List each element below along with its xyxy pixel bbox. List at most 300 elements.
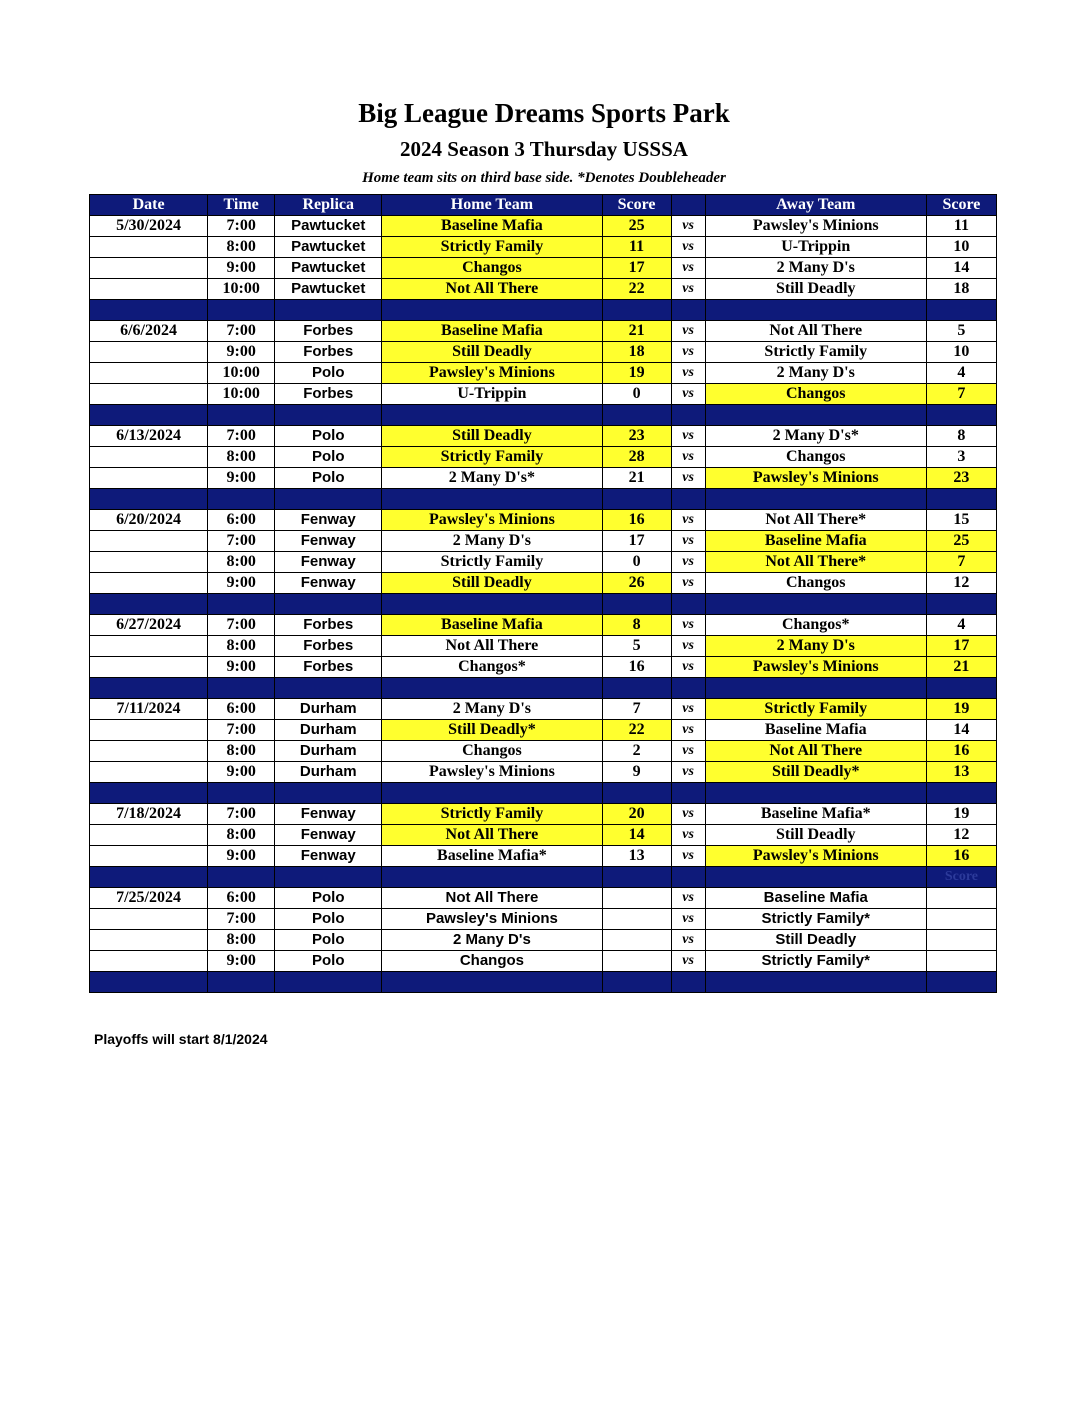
- home-score: 16: [602, 510, 671, 531]
- separator-cell: [90, 783, 208, 804]
- away-score: 12: [926, 825, 996, 846]
- away-score: 14: [926, 720, 996, 741]
- game-field: Durham: [275, 699, 382, 720]
- separator-cell: [208, 489, 275, 510]
- game-time: 6:00: [208, 888, 275, 909]
- game-row: [90, 258, 997, 279]
- away-team: Pawsley's Minions: [705, 657, 926, 678]
- home-team: Baseline Mafia: [382, 615, 602, 636]
- home-score: [602, 888, 671, 909]
- separator-cell: [382, 489, 602, 510]
- game-row: [90, 741, 997, 762]
- game-date: [90, 951, 208, 972]
- separator-cell: [671, 405, 705, 426]
- game-row: [90, 384, 997, 405]
- home-score: 8: [602, 615, 671, 636]
- game-field: Polo: [275, 909, 382, 930]
- home-score: 2: [602, 741, 671, 762]
- game-row: [90, 237, 997, 258]
- game-date: 5/30/2024: [90, 216, 208, 237]
- vs-label: vs: [671, 615, 705, 636]
- away-team: Strictly Family: [705, 699, 926, 720]
- separator-cell: [382, 594, 602, 615]
- game-field: Fenway: [275, 846, 382, 867]
- separator-cell: [208, 783, 275, 804]
- game-time: 7:00: [208, 804, 275, 825]
- separator-cell: [275, 783, 382, 804]
- away-score: 18: [926, 279, 996, 300]
- home-team: 2 Many D's: [382, 699, 602, 720]
- away-team: Changos: [705, 573, 926, 594]
- home-score: 17: [602, 258, 671, 279]
- vs-label: vs: [671, 237, 705, 258]
- vs-label: vs: [671, 699, 705, 720]
- column-header-away-score: Score: [926, 195, 996, 216]
- game-date: [90, 237, 208, 258]
- separator-cell: [90, 405, 208, 426]
- away-team: Baseline Mafia: [705, 720, 926, 741]
- vs-label: vs: [671, 846, 705, 867]
- away-team: Changos*: [705, 615, 926, 636]
- game-date: 6/6/2024: [90, 321, 208, 342]
- game-row: [90, 363, 997, 384]
- away-score: 10: [926, 342, 996, 363]
- separator-cell: [275, 867, 382, 888]
- separator-cell: [602, 783, 671, 804]
- game-row: [90, 699, 997, 720]
- game-row: [90, 951, 997, 972]
- separator-row: [90, 594, 997, 615]
- away-team: 2 Many D's*: [705, 426, 926, 447]
- home-team: Baseline Mafia: [382, 216, 602, 237]
- game-time: 9:00: [208, 342, 275, 363]
- home-score: 21: [602, 468, 671, 489]
- game-date: [90, 258, 208, 279]
- home-score: 22: [602, 279, 671, 300]
- separator-cell: [705, 489, 926, 510]
- home-score: 11: [602, 237, 671, 258]
- away-score: 8: [926, 426, 996, 447]
- home-team: 2 Many D's*: [382, 468, 602, 489]
- vs-label: vs: [671, 720, 705, 741]
- separator-cell: [90, 972, 208, 993]
- home-team: Not All There: [382, 825, 602, 846]
- game-field: Forbes: [275, 615, 382, 636]
- vs-label: vs: [671, 426, 705, 447]
- game-time: 9:00: [208, 573, 275, 594]
- away-team: Not All There*: [705, 510, 926, 531]
- vs-label: vs: [671, 804, 705, 825]
- home-team: Not All There: [382, 636, 602, 657]
- game-row: [90, 657, 997, 678]
- vs-label: vs: [671, 363, 705, 384]
- vs-label: vs: [671, 825, 705, 846]
- vs-label: vs: [671, 342, 705, 363]
- away-team: Changos: [705, 447, 926, 468]
- separator-cell: [705, 867, 926, 888]
- game-row: [90, 804, 997, 825]
- vs-label: vs: [671, 447, 705, 468]
- away-score: 19: [926, 699, 996, 720]
- game-time: 9:00: [208, 846, 275, 867]
- game-time: 9:00: [208, 762, 275, 783]
- vs-label: vs: [671, 951, 705, 972]
- game-field: Pawtucket: [275, 237, 382, 258]
- separator-cell: [671, 678, 705, 699]
- column-header-away-team: Away Team: [705, 195, 926, 216]
- away-team: Baseline Mafia*: [705, 804, 926, 825]
- vs-label: vs: [671, 384, 705, 405]
- separator-cell: [602, 300, 671, 321]
- away-score: [926, 951, 996, 972]
- home-team: Still Deadly: [382, 573, 602, 594]
- home-team: Strictly Family: [382, 237, 602, 258]
- game-field: Pawtucket: [275, 279, 382, 300]
- game-time: 6:00: [208, 510, 275, 531]
- separator-cell: [90, 594, 208, 615]
- game-row: [90, 216, 997, 237]
- separator-cell: [382, 867, 602, 888]
- game-time: 10:00: [208, 279, 275, 300]
- separator-cell: [382, 300, 602, 321]
- home-score: [602, 909, 671, 930]
- game-field: Pawtucket: [275, 216, 382, 237]
- away-score: 17: [926, 636, 996, 657]
- vs-label: vs: [671, 888, 705, 909]
- away-team: 2 Many D's: [705, 363, 926, 384]
- separator-row: [90, 783, 997, 804]
- separator-cell: [926, 972, 996, 993]
- column-header-time: Time: [208, 195, 275, 216]
- away-team: Baseline Mafia: [705, 531, 926, 552]
- away-team: Strictly Family*: [705, 951, 926, 972]
- vs-label: vs: [671, 636, 705, 657]
- home-team: Strictly Family: [382, 552, 602, 573]
- separator-cell: [275, 300, 382, 321]
- home-team: Pawsley's Minions: [382, 510, 602, 531]
- separator-cell: [705, 783, 926, 804]
- away-score: 4: [926, 363, 996, 384]
- game-field: Durham: [275, 720, 382, 741]
- separator-cell: [602, 594, 671, 615]
- separator-cell: [208, 594, 275, 615]
- separator-cell: [671, 972, 705, 993]
- vs-label: vs: [671, 552, 705, 573]
- game-row: [90, 447, 997, 468]
- separator-cell: [926, 594, 996, 615]
- game-row: [90, 930, 997, 951]
- home-score: 25: [602, 216, 671, 237]
- separator-row: [90, 405, 997, 426]
- away-score: 11: [926, 216, 996, 237]
- away-team: Still Deadly: [705, 279, 926, 300]
- away-team: Strictly Family*: [705, 909, 926, 930]
- home-team: Changos*: [382, 657, 602, 678]
- separator-cell: [275, 594, 382, 615]
- separator-cell: [602, 678, 671, 699]
- column-header-date: Date: [90, 195, 208, 216]
- away-team: Still Deadly: [705, 825, 926, 846]
- game-row: [90, 531, 997, 552]
- game-time: 8:00: [208, 741, 275, 762]
- game-date: 6/20/2024: [90, 510, 208, 531]
- vs-label: vs: [671, 468, 705, 489]
- game-row: [90, 321, 997, 342]
- schedule-note: Home team sits on third base side. *Denotes Doubleheader: [362, 170, 726, 186]
- home-team: Still Deadly*: [382, 720, 602, 741]
- home-team: Pawsley's Minions: [382, 762, 602, 783]
- home-score: 20: [602, 804, 671, 825]
- game-field: Pawtucket: [275, 258, 382, 279]
- separator-cell: [671, 867, 705, 888]
- game-date: 7/18/2024: [90, 804, 208, 825]
- game-date: [90, 909, 208, 930]
- vs-label: vs: [671, 573, 705, 594]
- separator-cell: [208, 300, 275, 321]
- game-time: 8:00: [208, 825, 275, 846]
- game-date: [90, 762, 208, 783]
- separator-cell: [382, 405, 602, 426]
- away-score: [926, 930, 996, 951]
- game-row: [90, 762, 997, 783]
- game-time: 7:00: [208, 321, 275, 342]
- separator-cell: [382, 783, 602, 804]
- separator-cell: [90, 867, 208, 888]
- game-time: 7:00: [208, 909, 275, 930]
- game-field: Durham: [275, 762, 382, 783]
- home-score: 14: [602, 825, 671, 846]
- separator-cell: [705, 678, 926, 699]
- separator-cell: [926, 678, 996, 699]
- home-team: Still Deadly: [382, 426, 602, 447]
- game-date: [90, 531, 208, 552]
- game-date: 6/27/2024: [90, 615, 208, 636]
- separator-cell: [90, 489, 208, 510]
- away-score: 12: [926, 573, 996, 594]
- separator-cell: [275, 489, 382, 510]
- separator-cell: [671, 594, 705, 615]
- game-time: 9:00: [208, 258, 275, 279]
- separator-cell: [705, 594, 926, 615]
- game-date: [90, 384, 208, 405]
- vs-label: vs: [671, 657, 705, 678]
- away-score: 7: [926, 384, 996, 405]
- game-field: Fenway: [275, 510, 382, 531]
- away-score: 23: [926, 468, 996, 489]
- away-team: Strictly Family: [705, 342, 926, 363]
- away-team: Still Deadly*: [705, 762, 926, 783]
- game-row: [90, 552, 997, 573]
- home-score: 26: [602, 573, 671, 594]
- game-date: [90, 363, 208, 384]
- separator-row: [90, 867, 997, 888]
- game-row: [90, 825, 997, 846]
- home-score: 13: [602, 846, 671, 867]
- away-score: 25: [926, 531, 996, 552]
- game-time: 10:00: [208, 384, 275, 405]
- away-team: Pawsley's Minions: [705, 468, 926, 489]
- away-score: 3: [926, 447, 996, 468]
- home-score: [602, 930, 671, 951]
- away-score: 15: [926, 510, 996, 531]
- home-team: Baseline Mafia*: [382, 846, 602, 867]
- vs-label: vs: [671, 216, 705, 237]
- game-field: Forbes: [275, 384, 382, 405]
- column-header-vs: [671, 195, 705, 216]
- game-date: [90, 468, 208, 489]
- away-score: 13: [926, 762, 996, 783]
- separator-cell: [90, 300, 208, 321]
- separator-cell: [671, 783, 705, 804]
- header-row: [90, 195, 997, 216]
- away-score: [926, 909, 996, 930]
- game-field: Forbes: [275, 636, 382, 657]
- game-field: Fenway: [275, 804, 382, 825]
- game-field: Fenway: [275, 825, 382, 846]
- separator-cell: [208, 972, 275, 993]
- game-row: [90, 279, 997, 300]
- away-score: 14: [926, 258, 996, 279]
- home-score: 18: [602, 342, 671, 363]
- game-time: 8:00: [208, 552, 275, 573]
- away-team: U-Trippin: [705, 237, 926, 258]
- separator-cell: [705, 300, 926, 321]
- separator-cell: [602, 405, 671, 426]
- home-team: Baseline Mafia: [382, 321, 602, 342]
- page-subtitle: 2024 Season 3 Thursday USSSA: [400, 137, 688, 161]
- game-field: Fenway: [275, 531, 382, 552]
- away-team: 2 Many D's: [705, 258, 926, 279]
- game-field: Fenway: [275, 573, 382, 594]
- game-time: 8:00: [208, 636, 275, 657]
- game-field: Durham: [275, 741, 382, 762]
- game-field: Polo: [275, 951, 382, 972]
- home-score: 0: [602, 384, 671, 405]
- game-date: 6/13/2024: [90, 426, 208, 447]
- home-team: U-Trippin: [382, 384, 602, 405]
- home-score: [602, 951, 671, 972]
- game-field: Polo: [275, 447, 382, 468]
- game-field: Polo: [275, 888, 382, 909]
- away-score: 4: [926, 615, 996, 636]
- separator-cell: [90, 678, 208, 699]
- game-date: [90, 930, 208, 951]
- vs-label: vs: [671, 762, 705, 783]
- game-row: [90, 846, 997, 867]
- separator-cell: [275, 678, 382, 699]
- home-team: Not All There: [382, 888, 602, 909]
- page-title: Big League Dreams Sports Park: [358, 98, 730, 128]
- away-team: Still Deadly: [705, 930, 926, 951]
- game-field: Polo: [275, 363, 382, 384]
- game-time: 7:00: [208, 531, 275, 552]
- home-team: Strictly Family: [382, 804, 602, 825]
- game-date: 7/25/2024: [90, 888, 208, 909]
- game-row: [90, 909, 997, 930]
- vs-label: vs: [671, 279, 705, 300]
- vs-label: vs: [671, 930, 705, 951]
- game-row: [90, 426, 997, 447]
- vs-label: vs: [671, 909, 705, 930]
- home-team: 2 Many D's: [382, 930, 602, 951]
- separator-cell: [926, 405, 996, 426]
- home-score: 28: [602, 447, 671, 468]
- game-row: [90, 342, 997, 363]
- home-team: Still Deadly: [382, 342, 602, 363]
- game-time: 6:00: [208, 699, 275, 720]
- game-date: 7/11/2024: [90, 699, 208, 720]
- away-team: Not All There: [705, 321, 926, 342]
- home-team: Changos: [382, 258, 602, 279]
- home-score: 9: [602, 762, 671, 783]
- game-field: Polo: [275, 468, 382, 489]
- home-team: Not All There: [382, 279, 602, 300]
- game-time: 7:00: [208, 426, 275, 447]
- separator-cell: [382, 972, 602, 993]
- separator-cell: [671, 300, 705, 321]
- separator-cell: [602, 489, 671, 510]
- game-date: [90, 552, 208, 573]
- home-score: 16: [602, 657, 671, 678]
- game-row: [90, 615, 997, 636]
- away-score: 21: [926, 657, 996, 678]
- separator-cell: [926, 300, 996, 321]
- game-time: 7:00: [208, 720, 275, 741]
- separator-row: [90, 300, 997, 321]
- game-row: [90, 510, 997, 531]
- game-row: [90, 888, 997, 909]
- separator-cell: [208, 405, 275, 426]
- separator-row: [90, 678, 997, 699]
- game-time: 7:00: [208, 615, 275, 636]
- away-team: Not All There*: [705, 552, 926, 573]
- game-date: [90, 636, 208, 657]
- away-team: Pawsley's Minions: [705, 216, 926, 237]
- game-row: [90, 573, 997, 594]
- home-team: 2 Many D's: [382, 531, 602, 552]
- home-team: Changos: [382, 951, 602, 972]
- game-time: 8:00: [208, 447, 275, 468]
- home-team: Changos: [382, 741, 602, 762]
- game-time: 8:00: [208, 237, 275, 258]
- game-field: Polo: [275, 426, 382, 447]
- schedule-table: [89, 194, 997, 993]
- away-score: [926, 888, 996, 909]
- game-date: [90, 657, 208, 678]
- away-score: 19: [926, 804, 996, 825]
- vs-label: vs: [671, 510, 705, 531]
- separator-cell: [705, 972, 926, 993]
- away-score: 7: [926, 552, 996, 573]
- game-field: Fenway: [275, 552, 382, 573]
- separator-cell: [275, 972, 382, 993]
- home-score: 23: [602, 426, 671, 447]
- game-time: 8:00: [208, 930, 275, 951]
- game-date: [90, 846, 208, 867]
- separator-cell: [602, 972, 671, 993]
- separator-cell: [926, 489, 996, 510]
- game-field: Forbes: [275, 657, 382, 678]
- column-header-home-score: Score: [602, 195, 671, 216]
- vs-label: vs: [671, 258, 705, 279]
- home-score: 17: [602, 531, 671, 552]
- separator-row: [90, 489, 997, 510]
- home-score: 21: [602, 321, 671, 342]
- playoffs-note: Playoffs will start 8/1/2024: [94, 1031, 268, 1047]
- away-score: 10: [926, 237, 996, 258]
- game-date: [90, 741, 208, 762]
- separator-cell: [705, 405, 926, 426]
